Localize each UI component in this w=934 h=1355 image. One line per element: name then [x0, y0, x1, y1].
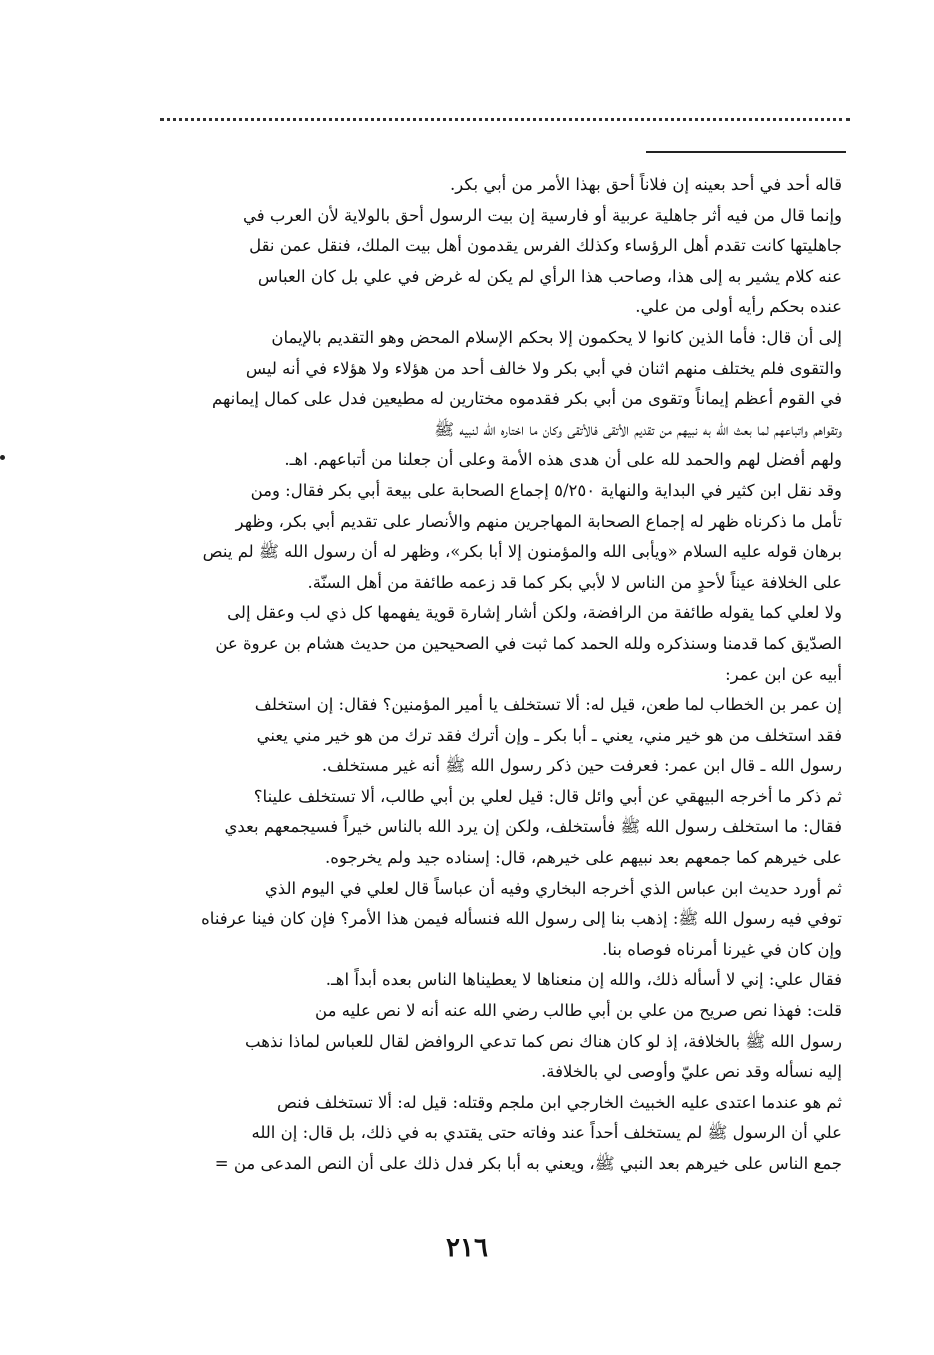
text-line: فقال علي: إني لا أسأله ذلك، والله إن منعناها لا يعطيناها الناس بعده أبداً اهـ. [325, 970, 842, 990]
text-line: جمع الناس على خيرهم بعد النبي ﷺ، ويعني به أبا بكر فدل ذلك على أن النص المدعى من = [214, 1154, 842, 1173]
text-line: جاهليتها كانت تقدم أهل الرؤساء وكذلك الفرس يقدمون أهل بيت الملك، فنقل عمن نقل [249, 236, 842, 256]
margin-dot [0, 455, 5, 460]
text-line: ثم أورد حديث ابن عباس الذي أخرجه البخاري وفيه أن عباساً قال لعلي في اليوم الذي [264, 878, 842, 898]
text-line: ولهم أفضل لهم والحمد لله على أن هدى هذه الأمة وعلى أن جعلنا من أتباعهم. اهـ. [284, 450, 842, 470]
text-line: توفي فيه رسول الله ﷺ: إذهب بنا إلى رسول الله فنسأله فيمن هذا الأمر؟ فإن كان فينا عرفناه [201, 909, 842, 929]
text-line: إن عمر بن الخطاب لما طعن، قيل له: ألا تستخلف يا أمير المؤمنين؟ فقال: إن استخلف [254, 695, 842, 715]
text-line: وإن كان في غيرنا أمرناه فوصاه بنا. [602, 939, 842, 959]
text-line: وإنما قال من فيه أثر جاهلية عربية أو فارسية إن بيت الرسول أحق بالولاية لأن العرب في [242, 205, 842, 225]
dotted-separator [160, 118, 850, 123]
text-line: فقد استخلف من هو خير مني، يعني ـ أبا بكر ـ وإن أترك فقد ترك من هو خير مني يعني [256, 725, 842, 745]
text-line: أبيه عن ابن عمر: [725, 664, 842, 684]
text-line: تأمل ما ذكرناه ظهر له إجماع الصحابة المهاجرين منهم والأنصار على تقديم أبي بكر، وظهر [235, 511, 842, 531]
text-line: علي أن الرسول ﷺ لم يستخلف أحداً عند وفاته حتى يقتدي به في ذلك، بل قال: إن الله [251, 1123, 842, 1143]
text-line: وتقواهم واتباعهم لما بعث الله به نبيهم من تقديم الأتقى فالأتقى وكان ما اختاره الله لنبيه ﷺ [434, 419, 842, 439]
text-line: ثم هو عندما اعتدى عليه الخبيث الخارجي ابن ملجم وقتله: قيل له: ألا تستخلف فنص [276, 1092, 842, 1112]
text-line: برهان قوله عليه السلام «ويأبى الله والمؤمنون إلا أبا بكر»، وظهر له أن رسول الله ﷺ لم ينص [202, 542, 842, 562]
footnote-rule [646, 151, 846, 153]
text-line: فقال: ما استخلف رسول الله ﷺ فأستخلف، ولكن إن يرد الله بالناس خيراً فسيجمعهم بعدي [224, 817, 842, 837]
text-line: على خيرهم كما جمعهم بعد نبيهم على خيرهم، قال: إسناده جيد ولم يخرجوه. [324, 848, 842, 868]
text-line: قاله أحد في أحد بعينه إن فلاناً أحق بهذا الأمر من أبي بكر. [450, 175, 842, 194]
text-line: على الخلافة عيناً لأحدٍ من الناس لا لأبي بكر كما قد زعمه طائفة من أهل السنّة. [307, 572, 842, 592]
text-line: عنه كلام يشير به إلى هذا، وصاحب هذا الرأي لم يكن له غرض في علي بل كان العباس [257, 266, 842, 286]
page-body-text [152, 170, 842, 1180]
text-line: في القوم أعظم إيماناً وتقوى من أبي بكر فقدموه مختارين له مطيعين فدل على كمال إيمانهم [212, 389, 842, 409]
text-line: الصدّيق كما قدمنا وسنذكره ولله الحمد كما ثبت في الصحيحين من حديث هشام بن عروة عن [215, 633, 842, 653]
text-line: وقد نقل ابن كثير في البداية والنهاية ٥/٢٥٠ إجماع الصحابة على بيعة أبي بكر فقال: ومن [250, 480, 842, 500]
page-number: ٢١٦ [446, 1233, 488, 1263]
text-line: والتقوى فلم يختلف منهم اثنان في أبي بكر ولا خالف أحد من هؤلاء ولا هؤلاء في أنه ليس [245, 358, 842, 378]
text-line: قلت: فهذا نص صريح من علي بن أبي طالب رضي الله عنه أنه لا نص عليه من [315, 1001, 842, 1021]
text-line: إليه نسأله وقد نص عليّ وأوصى لي بالخلافة. [541, 1062, 842, 1082]
text-line: عنده بحكم رأيه أولى من علي. [635, 297, 842, 317]
text-line: إلى أن قال: فأما الذين كانوا لا يحكمون إلا بحكم الإسلام المحض وهو التقديم بالإيمان [271, 327, 842, 347]
text-line: رسول الله ـ قال ابن عمر: فعرفت حين ذكر رسول الله ﷺ أنه غير مستخلف. [321, 756, 842, 776]
text-line: ثم ذكر ما أخرجه البيهقي عن أبي وائل قال: قيل لعلي بن أبي طالب، ألا تستخلف علينا؟ [253, 786, 842, 806]
text-line: رسول الله ﷺ بالخلافة، إذ لو كان هناك نص كما تدعي الروافض لقال للعباس لماذا نذهب [245, 1031, 842, 1051]
text-line: ولا لعلي كما يقوله طائفة من الرافضة، ولكن أشار إشارة قوية يفهمها كل ذي لب وعقل إلى [227, 603, 842, 623]
